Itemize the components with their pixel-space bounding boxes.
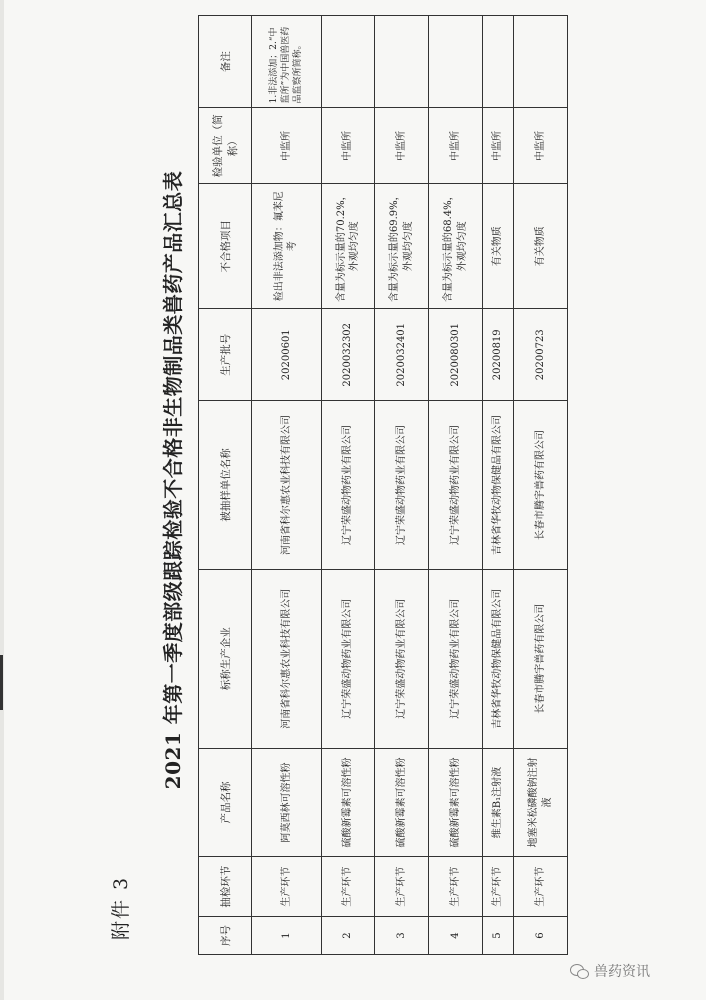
cell-product: 硫酸新霉素可溶性粉 (429, 748, 483, 857)
table-row (375, 16, 429, 955)
header-failed-items: 不合格项目 (199, 184, 252, 309)
cell-sampled-unit: 辽宁荣盛动物药业有限公司 (429, 401, 483, 569)
cell-failed-items: 含量为标示量的69.9%，外观均匀度 (375, 184, 429, 309)
cell-remark (514, 16, 568, 108)
header-stage: 抽检环节 (199, 857, 252, 917)
cell-manufacturer: 长春市腾宇兽药有限公司 (514, 569, 568, 748)
cell-remark (321, 16, 375, 108)
cell-seq: 6 (514, 917, 568, 955)
cell-sampled-unit: 辽宁荣盛动物药业有限公司 (321, 401, 375, 569)
cell-stage: 生产环节 (514, 857, 568, 917)
cell-stage: 生产环节 (321, 857, 375, 917)
attachment-label: 附件 3 (110, 875, 132, 940)
cell-sampled-unit: 河南省科尔惠农业科技有限公司 (252, 401, 322, 569)
cell-batch: 2020032401 (375, 309, 429, 401)
cell-sampled-unit: 长春市腾宇兽药有限公司 (514, 401, 568, 569)
header-sampled-unit: 被抽样单位名称 (199, 401, 252, 569)
cell-product: 地塞米松磷酸钠注射液 (514, 748, 568, 857)
cell-product: 阿莫西林可溶性粉 (252, 748, 322, 857)
cell-stage: 生产环节 (429, 857, 483, 917)
cell-batch: 20200723 (514, 309, 568, 401)
cell-lab: 中监所 (514, 108, 568, 184)
cell-seq: 2 (321, 917, 375, 955)
table-row (483, 16, 514, 955)
cell-stage: 生产环节 (375, 857, 429, 917)
table-row (321, 16, 375, 955)
cell-manufacturer: 辽宁荣盛动物药业有限公司 (375, 569, 429, 748)
cell-failed-items: 含量为标示量的70.2%，外观均匀度 (321, 184, 375, 309)
header-manufacturer: 标称生产企业 (199, 569, 252, 748)
cell-sampled-unit: 吉林省华牧动物保健品有限公司 (483, 401, 514, 569)
cell-remark (375, 16, 429, 108)
cell-product: 硫酸新霉素可溶性粉 (321, 748, 375, 857)
scan-edge (0, 0, 4, 1000)
cell-failed-items: 有关物质 (514, 184, 568, 309)
document-sheet (103, 20, 588, 980)
summary-table (198, 15, 568, 955)
cell-remark (483, 16, 514, 108)
cell-failed-items: 含量为标示量的68.4%，外观均匀度 (429, 184, 483, 309)
cell-seq: 3 (375, 917, 429, 955)
table-header-row (199, 16, 252, 955)
header-product: 产品名称 (199, 748, 252, 857)
cell-remark: 1.非法添加；2.“中监所”为中国兽医药品监察所简称。 (252, 16, 322, 108)
wechat-icon (570, 961, 590, 981)
cell-stage: 生产环节 (483, 857, 514, 917)
watermark (570, 958, 700, 984)
document-title: 2021 年第一季度部级跟踪检验不合格非生物制品类兽药产品汇总表 (161, 170, 185, 790)
cell-lab: 中监所 (429, 108, 483, 184)
watermark-text: 兽药资讯 (594, 964, 650, 980)
cell-batch: 20200819 (483, 309, 514, 401)
table-row (429, 16, 483, 955)
cell-seq: 4 (429, 917, 483, 955)
cell-lab: 中监所 (375, 108, 429, 184)
cell-lab: 中监所 (321, 108, 375, 184)
cell-failed-items: 有关物质 (483, 184, 514, 309)
cell-batch: 2020080301 (429, 309, 483, 401)
cell-lab: 中监所 (252, 108, 322, 184)
cell-failed-items: 检出非法添加物：氟苯尼考 (252, 184, 322, 309)
cell-lab: 中监所 (483, 108, 514, 184)
cell-manufacturer: 辽宁荣盛动物药业有限公司 (429, 569, 483, 748)
cell-manufacturer: 河南省科尔惠农业科技有限公司 (252, 569, 322, 748)
cell-seq: 5 (483, 917, 514, 955)
header-seq: 序号 (199, 917, 252, 955)
table-row (514, 16, 568, 955)
cell-manufacturer: 吉林省华牧动物保健品有限公司 (483, 569, 514, 748)
cell-manufacturer: 辽宁荣盛动物药业有限公司 (321, 569, 375, 748)
cell-sampled-unit: 辽宁荣盛动物药业有限公司 (375, 401, 429, 569)
cell-seq: 1 (252, 917, 322, 955)
cell-product: 维生素B₁注射液 (483, 748, 514, 857)
cell-product: 硫酸新霉素可溶性粉 (375, 748, 429, 857)
cell-batch: 2020032302 (321, 309, 375, 401)
cell-remark (429, 16, 483, 108)
cell-stage: 生产环节 (252, 857, 322, 917)
header-lab: 检验单位（简称） (199, 108, 252, 184)
header-remark: 备注 (199, 16, 252, 108)
cell-batch: 20200601 (252, 309, 322, 401)
scan-binding-mark (0, 655, 3, 710)
table-row (252, 16, 322, 955)
header-batch: 生产批号 (199, 309, 252, 401)
